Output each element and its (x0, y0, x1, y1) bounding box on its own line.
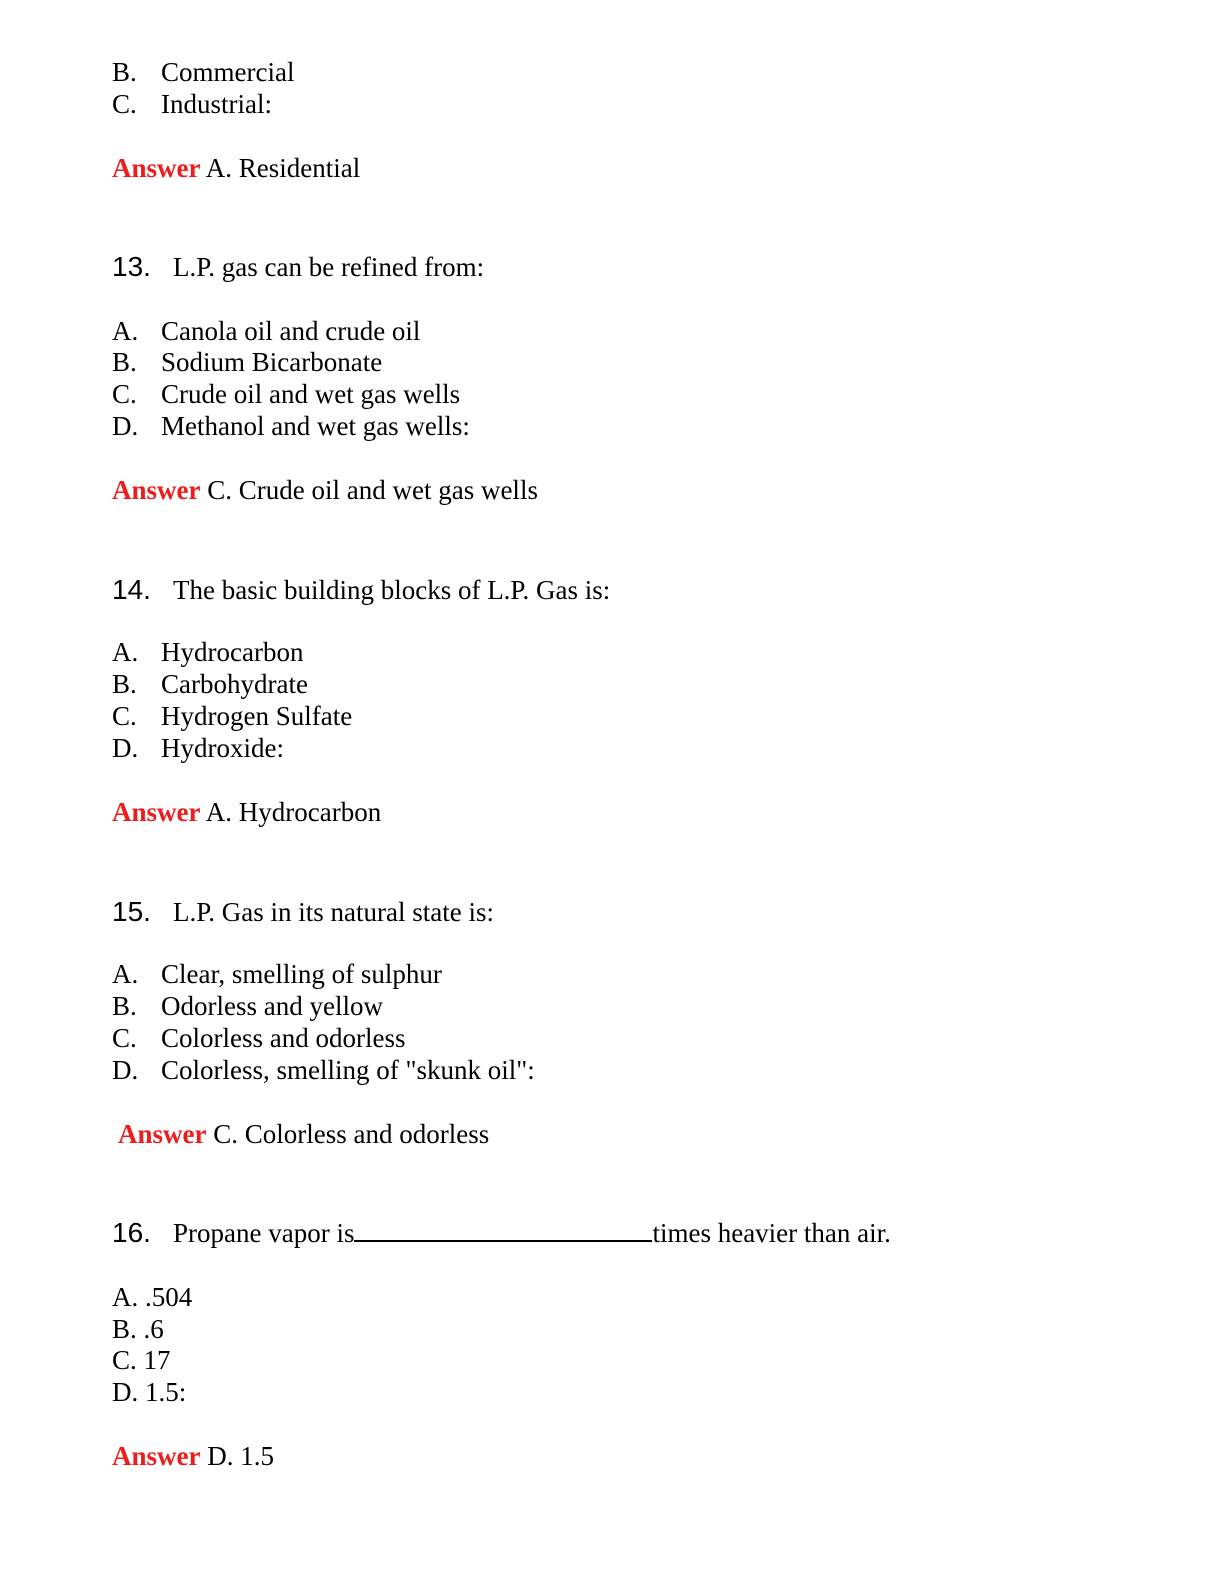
q14-question (112, 573, 610, 607)
option-text: Crude oil and wet gas wells (161, 379, 461, 409)
question-number: 15. (112, 896, 151, 927)
q13-option-a (112, 315, 420, 347)
q14-option-d (112, 732, 284, 764)
q14-answer (112, 796, 381, 828)
option-text: Carbohydrate (161, 669, 308, 699)
question-text: L.P. gas can be refined from: (173, 252, 485, 282)
answer-text: C. Crude oil and wet gas wells (200, 475, 538, 505)
q15-option-c (112, 1022, 405, 1054)
answer-text: A. Hydrocarbon (200, 797, 382, 827)
answer-text: A. Residential (200, 153, 361, 183)
q15-option-a (112, 958, 442, 990)
option-text: Colorless and odorless (161, 1023, 406, 1053)
option-letter: A. (112, 959, 139, 989)
q16-option-c: C. 17 (112, 1345, 171, 1375)
q16-question (112, 1216, 891, 1250)
option-text: Canola oil and crude oil (161, 316, 421, 346)
q13-option-c (112, 378, 460, 410)
option-letter: A. (112, 316, 139, 346)
option-letter: B. (112, 347, 137, 377)
option-letter: C. (112, 1023, 137, 1053)
question-number: 14. (112, 574, 151, 605)
question-text-before: Propane vapor is (173, 1218, 355, 1248)
option-letter: B. (112, 57, 137, 87)
q15-question (112, 895, 494, 929)
option-letter: C. (112, 89, 137, 119)
question-number: 13. (112, 251, 151, 282)
option-letter: B. (112, 669, 137, 699)
fill-in-blank (354, 1218, 652, 1242)
question-number: 16. (112, 1217, 151, 1248)
option-text: Hydroxide: (161, 733, 284, 763)
option-letter: D. (112, 733, 139, 763)
option-letter: C. (112, 379, 137, 409)
option-letter: D. (112, 1055, 139, 1085)
q15-option-b (112, 990, 383, 1022)
question-text: L.P. Gas in its natural state is: (173, 897, 494, 927)
option-text: Colorless, smelling of "skunk oil": (161, 1055, 535, 1085)
option-text: Commercial (161, 57, 295, 87)
q16-option-a: A. .504 (112, 1282, 193, 1312)
q13-answer (112, 474, 538, 506)
q13-option-d (112, 410, 470, 442)
answer-label: Answer (118, 1119, 207, 1149)
answer-text: C. Colorless and odorless (206, 1119, 490, 1149)
q14-option-b (112, 668, 308, 700)
option-text: Clear, smelling of sulphur (161, 959, 442, 989)
q14-option-c (112, 700, 352, 732)
question-text-after: times heavier than air. (652, 1218, 891, 1248)
answer-label: Answer (112, 1441, 201, 1471)
option-text: Sodium Bicarbonate (161, 347, 383, 377)
q16-option-b: B. .6 (112, 1314, 164, 1344)
question-text: The basic building blocks of L.P. Gas is: (173, 575, 611, 605)
option-letter: D. (112, 411, 139, 441)
q14-option-a (112, 636, 303, 668)
option-text: Odorless and yellow (161, 991, 383, 1021)
q12-option-b (112, 56, 294, 88)
q16-option-d: D. 1.5: (112, 1377, 187, 1407)
answer-text: D. 1.5 (200, 1441, 274, 1471)
option-letter: A. (112, 637, 139, 667)
answer-label: Answer (112, 475, 201, 505)
q12-option-c (112, 88, 272, 120)
q13-question (112, 250, 484, 284)
option-text: Methanol and wet gas wells: (161, 411, 470, 441)
option-text: Hydrocarbon (161, 637, 304, 667)
q15-option-d (112, 1054, 535, 1086)
q13-option-b (112, 346, 382, 378)
answer-label: Answer (112, 797, 201, 827)
q12-answer (112, 152, 360, 184)
q16-answer (112, 1440, 274, 1472)
option-text: Industrial: (161, 89, 272, 119)
answer-label: Answer (112, 153, 201, 183)
option-text: Hydrogen Sulfate (161, 701, 353, 731)
option-letter: C. (112, 701, 137, 731)
q15-answer (118, 1118, 489, 1150)
option-letter: B. (112, 991, 137, 1021)
